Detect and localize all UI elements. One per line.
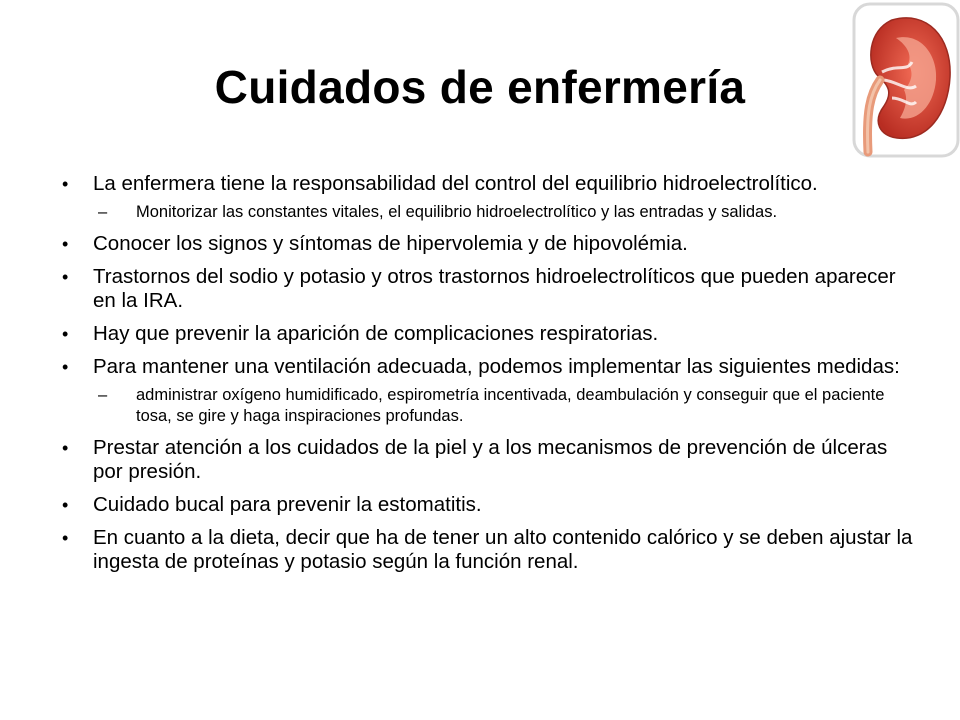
bullet-text: En cuanto a la dieta, decir que ha de tener un alto contenido calórico y se deben ajustar la ingesta de proteínas y potasio según la función renal.: [93, 526, 913, 573]
bullet-text: Trastornos del sodio y potasio y otros trastornos hidroelectrolíticos que pueden aparecer en la IRA.: [93, 265, 896, 312]
bullet-item: [62, 355, 922, 379]
bullet-marker: •: [62, 495, 69, 515]
bullet-item: [62, 232, 922, 256]
bullet-list: [62, 172, 922, 574]
bullet-text: Hay que prevenir la aparición de complicaciones respiratorias.: [93, 322, 659, 345]
bullet-marker: •: [62, 324, 69, 344]
kidney-illustration-icon: [852, 2, 960, 158]
slide-title: Cuidados de enfermería: [214, 61, 746, 113]
bullet-text: Para mantener una ventilación adecuada, podemos implementar las siguientes medidas:: [93, 355, 900, 378]
bullet-text: Prestar atención a los cuidados de la piel y a los mecanismos de prevención de úlceras por presión.: [93, 436, 888, 483]
sub-bullet-text: administrar oxígeno humidificado, espirometría incentivada, deambulación y conseguir que el paciente tosa, se gire y haga inspiraciones profundas.: [136, 386, 885, 425]
bullet-item: [62, 265, 922, 313]
bullet-item: [62, 493, 922, 517]
bullet-marker: •: [62, 357, 69, 377]
sub-bullet-text: Monitorizar las constantes vitales, el equilibrio hidroelectrolítico y las entradas y salidas.: [136, 203, 778, 221]
bullet-item: [62, 322, 922, 346]
bullet-item: [62, 172, 922, 196]
bullet-marker: •: [62, 174, 69, 194]
bullet-marker: •: [62, 234, 69, 254]
bullet-text: Conocer los signos y síntomas de hipervolemia y de hipovolémia.: [93, 232, 688, 255]
bullet-text: Cuidado bucal para prevenir la estomatitis.: [93, 493, 482, 516]
sub-bullet-item: [98, 385, 922, 427]
sub-bullet-marker: –: [98, 386, 108, 404]
bullet-item: [62, 436, 922, 484]
bullet-text: La enfermera tiene la responsabilidad del control del equilibrio hidroelectrolítico.: [93, 172, 818, 195]
sub-bullet-marker: –: [98, 203, 108, 221]
sub-bullet-item: [98, 202, 922, 223]
bullet-marker: •: [62, 267, 69, 287]
bullet-marker: •: [62, 528, 69, 548]
bullet-item: [62, 526, 922, 574]
bullet-marker: •: [62, 438, 69, 458]
